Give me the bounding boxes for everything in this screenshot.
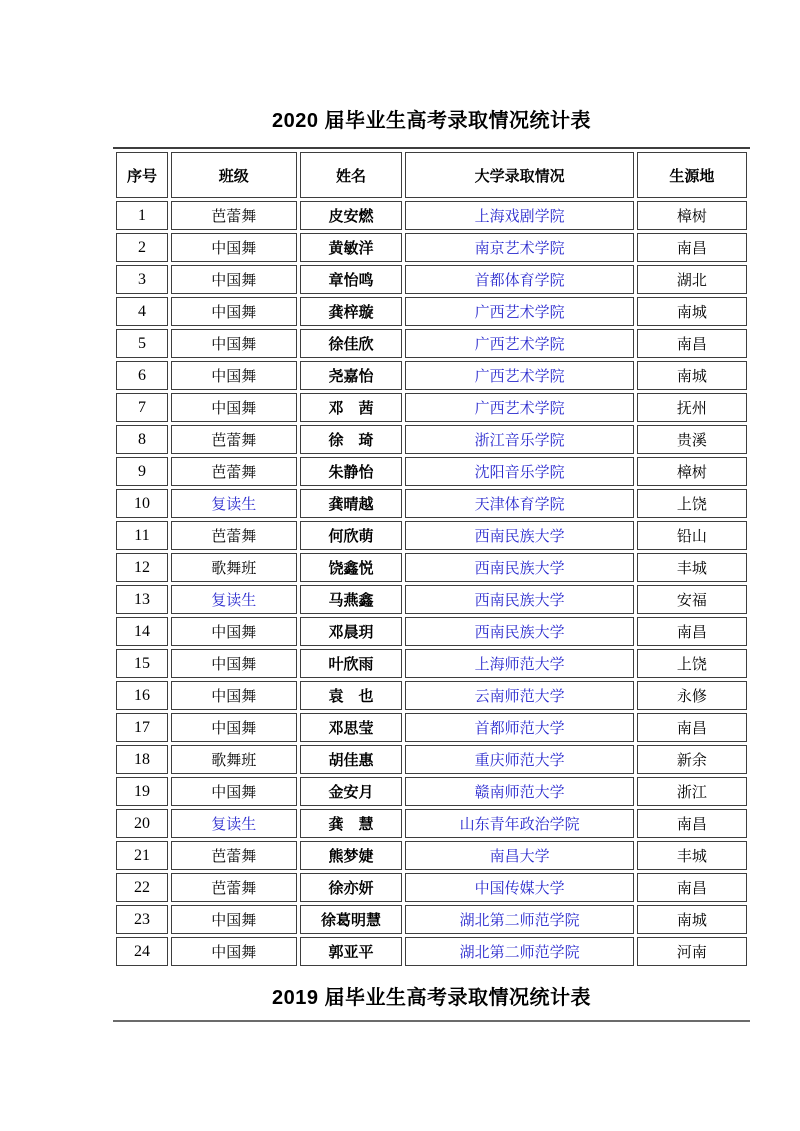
row-class: 中国舞 [171,361,297,390]
row-origin: 永修 [637,681,747,710]
table-row [116,777,747,806]
row-student-name: 熊梦婕 [300,841,403,870]
admissions-table-2020 [113,147,750,969]
table-row [116,265,747,294]
row-origin: 上饶 [637,649,747,678]
title-2019: 2019 届毕业生高考录取情况统计表 [271,987,592,1009]
row-origin: 南昌 [637,809,747,838]
row-student-name: 龚晴越 [300,489,403,518]
row-university: 上海师范大学 [405,649,633,678]
table-row [116,681,747,710]
row-index: 10 [116,489,168,518]
row-student-name: 金安月 [300,777,403,806]
row-university: 南昌大学 [405,841,633,870]
col-header-name: 姓名 [300,152,403,198]
row-university: 西南民族大学 [405,585,633,614]
table-header-row [116,152,747,198]
title-2020: 2020 届毕业生高考录取情况统计表 [271,110,592,132]
row-student-name: 尧嘉怡 [300,361,403,390]
row-class: 歌舞班 [171,745,297,774]
row-university: 广西艺术学院 [405,329,633,358]
table-body [116,201,747,966]
row-origin: 樟树 [637,201,747,230]
table-row [116,201,747,230]
row-class: 中国舞 [171,233,297,262]
table-row [116,297,747,326]
table-row [116,649,747,678]
row-university: 西南民族大学 [405,553,633,582]
row-origin: 铅山 [637,521,747,550]
row-index: 7 [116,393,168,422]
row-student-name: 徐 琦 [300,425,403,454]
row-university: 湖北第二师范学院 [405,905,633,934]
row-student-name: 朱静怡 [300,457,403,486]
row-class: 中国舞 [171,297,297,326]
row-class: 芭蕾舞 [171,521,297,550]
row-index: 13 [116,585,168,614]
table-row [116,521,747,550]
col-header-university: 大学录取情况 [405,152,633,198]
row-student-name: 胡佳惠 [300,745,403,774]
row-origin: 南昌 [637,617,747,646]
row-index: 8 [116,425,168,454]
row-index: 16 [116,681,168,710]
row-class: 中国舞 [171,713,297,742]
row-university: 西南民族大学 [405,521,633,550]
row-class: 复读生 [171,585,297,614]
row-class: 中国舞 [171,777,297,806]
row-university: 广西艺术学院 [405,361,633,390]
row-index: 23 [116,905,168,934]
row-class: 芭蕾舞 [171,425,297,454]
row-class: 芭蕾舞 [171,841,297,870]
row-student-name: 何欣萌 [300,521,403,550]
row-class: 歌舞班 [171,553,297,582]
row-university: 云南师范大学 [405,681,633,710]
row-index: 15 [116,649,168,678]
row-index: 9 [116,457,168,486]
row-origin: 上饶 [637,489,747,518]
row-student-name: 黄敏洋 [300,233,403,262]
table-row [116,489,747,518]
row-origin: 樟树 [637,457,747,486]
row-class: 复读生 [171,489,297,518]
row-student-name: 邓 茜 [300,393,403,422]
row-index: 2 [116,233,168,262]
row-student-name: 马燕鑫 [300,585,403,614]
row-origin: 南城 [637,905,747,934]
row-class: 芭蕾舞 [171,201,297,230]
row-student-name: 徐葛明慧 [300,905,403,934]
row-origin: 浙江 [637,777,747,806]
row-origin: 贵溪 [637,425,747,454]
row-index: 21 [116,841,168,870]
table-row [116,393,747,422]
table-row [116,361,747,390]
table-row [116,745,747,774]
row-index: 3 [116,265,168,294]
row-origin: 南昌 [637,713,747,742]
row-student-name: 皮安燃 [300,201,403,230]
row-student-name: 叶欣雨 [300,649,403,678]
table-row [116,937,747,966]
row-index: 14 [116,617,168,646]
row-origin: 丰城 [637,841,747,870]
row-class: 中国舞 [171,617,297,646]
row-class: 芭蕾舞 [171,873,297,902]
row-student-name: 袁 也 [300,681,403,710]
table-row [116,617,747,646]
table-row [116,841,747,870]
table-row [116,713,747,742]
row-origin: 新余 [637,745,747,774]
row-index: 20 [116,809,168,838]
row-university: 湖北第二师范学院 [405,937,633,966]
row-origin: 南昌 [637,329,747,358]
row-university: 广西艺术学院 [405,393,633,422]
row-origin: 河南 [637,937,747,966]
row-index: 22 [116,873,168,902]
table-row [116,233,747,262]
row-university: 首都师范大学 [405,713,633,742]
col-header-index: 序号 [116,152,168,198]
row-class: 中国舞 [171,265,297,294]
row-student-name: 邓晨玥 [300,617,403,646]
table-row [116,873,747,902]
row-index: 12 [116,553,168,582]
row-student-name: 徐佳欣 [300,329,403,358]
row-origin: 南城 [637,297,747,326]
table-row [116,905,747,934]
row-origin: 湖北 [637,265,747,294]
row-index: 19 [116,777,168,806]
row-origin: 南昌 [637,873,747,902]
table-row [116,425,747,454]
row-student-name: 龚梓璇 [300,297,403,326]
row-university: 山东青年政治学院 [405,809,633,838]
document-content [113,0,750,1022]
row-origin: 丰城 [637,553,747,582]
table-row [116,329,747,358]
row-university: 西南民族大学 [405,617,633,646]
row-university: 沈阳音乐学院 [405,457,633,486]
row-index: 1 [116,201,168,230]
row-student-name: 郭亚平 [300,937,403,966]
row-university: 重庆师范大学 [405,745,633,774]
row-class: 复读生 [171,809,297,838]
row-index: 5 [116,329,168,358]
row-index: 24 [116,937,168,966]
row-origin: 抚州 [637,393,747,422]
row-class: 中国舞 [171,937,297,966]
row-student-name: 龚 慧 [300,809,403,838]
row-student-name: 饶鑫悦 [300,553,403,582]
row-student-name: 章怡鸣 [300,265,403,294]
row-class: 中国舞 [171,905,297,934]
col-header-class: 班级 [171,152,297,198]
row-university: 赣南师范大学 [405,777,633,806]
row-university: 天津体育学院 [405,489,633,518]
row-class: 芭蕾舞 [171,457,297,486]
row-university: 首都体育学院 [405,265,633,294]
table-row [116,553,747,582]
table-row [116,585,747,614]
row-student-name: 徐亦妍 [300,873,403,902]
row-class: 中国舞 [171,393,297,422]
row-index: 17 [116,713,168,742]
row-origin: 安福 [637,585,747,614]
row-index: 18 [116,745,168,774]
col-header-origin: 生源地 [637,152,747,198]
row-origin: 南城 [637,361,747,390]
row-class: 中国舞 [171,329,297,358]
row-university: 上海戏剧学院 [405,201,633,230]
row-index: 6 [116,361,168,390]
row-university: 南京艺术学院 [405,233,633,262]
table-2019-top-border [113,1020,750,1022]
row-university: 浙江音乐学院 [405,425,633,454]
row-university: 广西艺术学院 [405,297,633,326]
row-class: 中国舞 [171,681,297,710]
row-student-name: 邓思莹 [300,713,403,742]
row-origin: 南昌 [637,233,747,262]
row-index: 11 [116,521,168,550]
table-row [116,809,747,838]
row-class: 中国舞 [171,649,297,678]
table-row [116,457,747,486]
row-university: 中国传媒大学 [405,873,633,902]
row-index: 4 [116,297,168,326]
